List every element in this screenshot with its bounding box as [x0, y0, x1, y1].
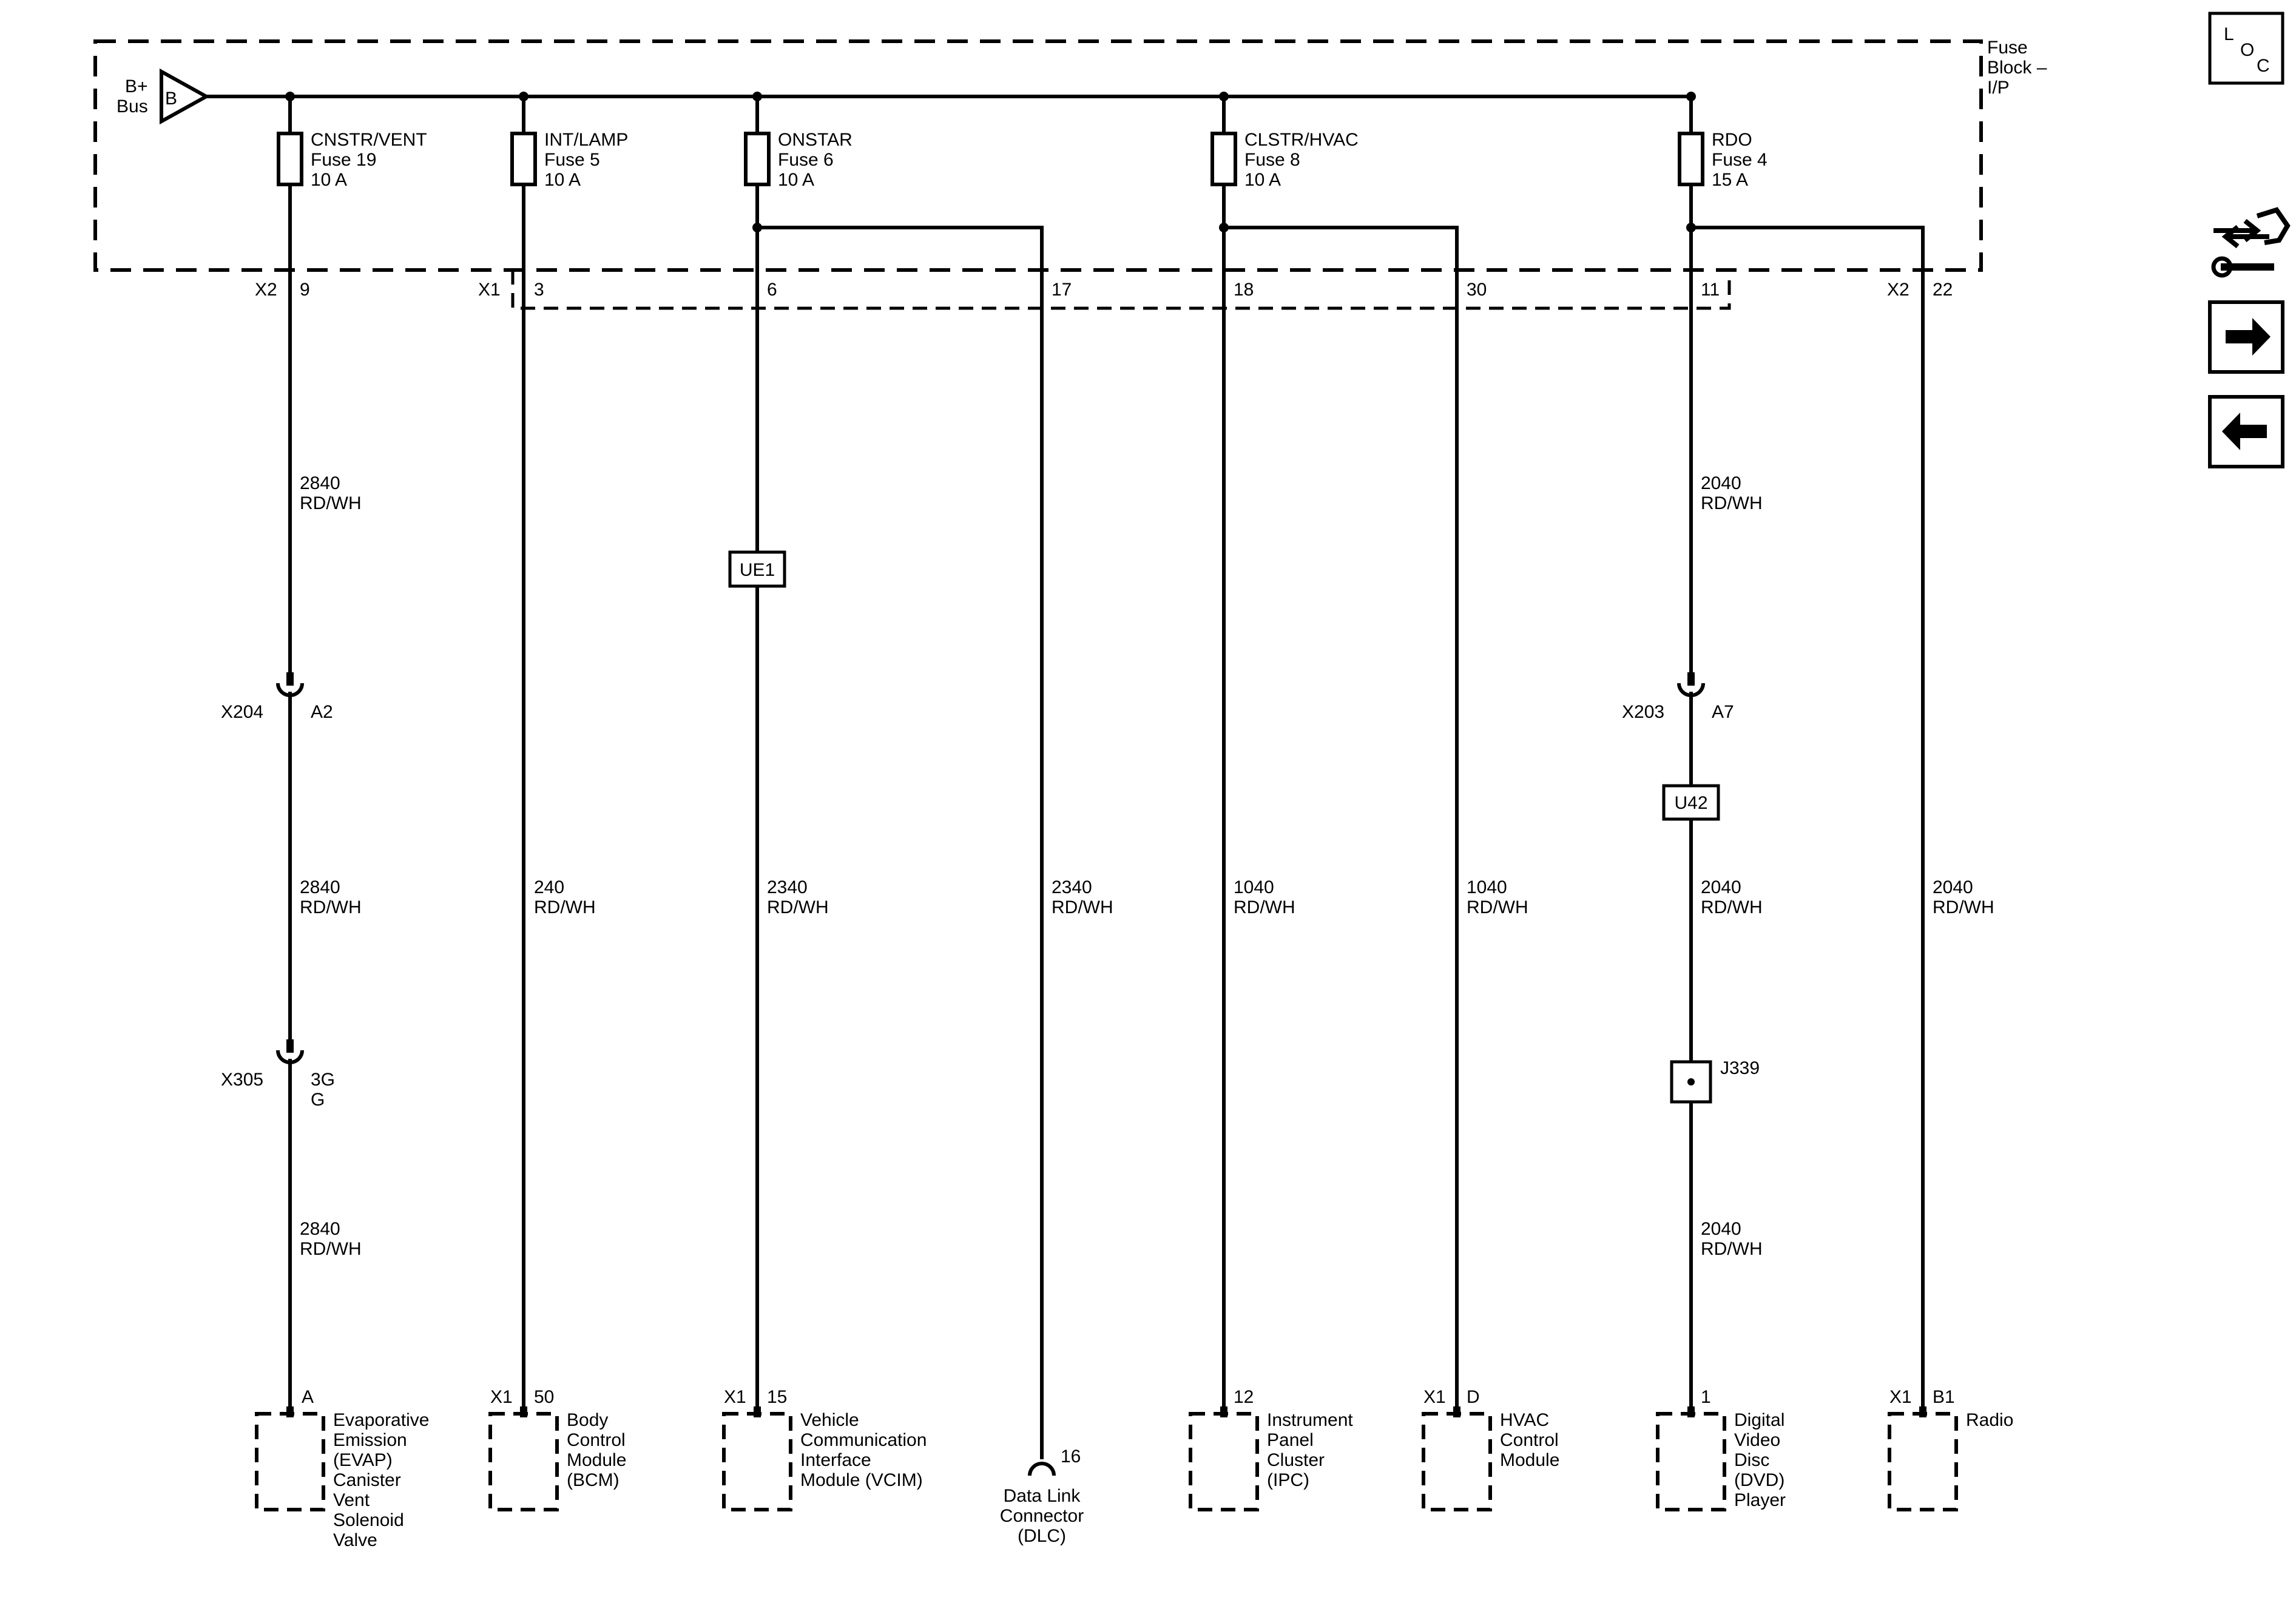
- bottom-pin-16: 16: [1061, 1447, 1081, 1467]
- component-evap-label: [333, 1410, 429, 1550]
- arrow-left-button[interactable]: [2210, 397, 2283, 467]
- connector-male-pin: [1687, 672, 1695, 686]
- inline-connector-pin: A2: [311, 702, 333, 722]
- inline-connector-x204: [221, 672, 333, 722]
- wire-label-color: RD/WH: [1701, 493, 1763, 513]
- fuse-4-symbol: [1680, 133, 1703, 184]
- wire-label-color: RD/WH: [300, 897, 362, 917]
- svg-text:Data Link: Data Link: [1003, 1486, 1081, 1506]
- wire-labels: [300, 473, 1994, 1259]
- component-dvd-box: [1658, 1414, 1724, 1510]
- fuse-8: [1212, 130, 1359, 190]
- wire-label-circuit: 2040: [1701, 473, 1741, 493]
- arrow-right-button[interactable]: [2210, 302, 2283, 372]
- fuse-8-rating: 10 A: [1244, 170, 1281, 190]
- top-pin-22: 22: [1933, 280, 1953, 300]
- bottom-pin-d: D: [1467, 1387, 1480, 1407]
- svg-text:Emission: Emission: [333, 1430, 407, 1450]
- option-box-u42: [1664, 786, 1718, 819]
- bottom-pin-b1: B1: [1933, 1387, 1955, 1407]
- fuse-6-rating: 10 A: [778, 170, 815, 190]
- fuse-4: [1680, 130, 1768, 190]
- component-radio-label: [1966, 1410, 2013, 1430]
- top-pin-6: 6: [767, 280, 777, 300]
- bottom-pin-1: 1: [1701, 1387, 1711, 1407]
- fuse-6: [746, 130, 853, 190]
- fuse-19-name: CNSTR/VENT: [311, 130, 427, 150]
- component-evap-box: [257, 1414, 323, 1510]
- wire-label-circuit: 2840: [300, 473, 340, 493]
- fuse-block-label-3: I/P: [1987, 78, 2010, 98]
- svg-text:Body: Body: [567, 1410, 609, 1430]
- svg-text:Digital: Digital: [1734, 1410, 1785, 1430]
- fuse-block-label-1: Fuse: [1987, 38, 2028, 58]
- bottom-connector-x1: X1: [1423, 1387, 1446, 1407]
- wire-label-circuit: 1040: [1467, 877, 1507, 897]
- bottom-pin-a: A: [302, 1387, 314, 1407]
- svg-text:Vehicle: Vehicle: [800, 1410, 859, 1430]
- svg-text:Control: Control: [1500, 1430, 1559, 1450]
- bottom-pin-15: 15: [767, 1387, 788, 1407]
- wire-label-color: RD/WH: [1933, 897, 1994, 917]
- svg-text:Communication: Communication: [800, 1430, 927, 1450]
- internal-splits: [757, 228, 1923, 1459]
- fuse-8-number: Fuse 8: [1244, 150, 1300, 170]
- component-hvac-label: [1500, 1410, 1559, 1470]
- svg-text:Video: Video: [1734, 1430, 1781, 1450]
- inline-connector-x305: [221, 1039, 335, 1110]
- fuse-5-rating: 10 A: [544, 170, 581, 190]
- inline-connector-name: X203: [1622, 702, 1665, 722]
- svg-text:Player: Player: [1734, 1490, 1786, 1510]
- option-box-label: UE1: [739, 560, 775, 580]
- vertical-wires: [290, 184, 1691, 1411]
- loc-button[interactable]: [2210, 13, 2283, 83]
- wire-label-circuit: 2840: [300, 877, 340, 897]
- svg-text:Module: Module: [1500, 1450, 1560, 1470]
- svg-text:Control: Control: [567, 1430, 626, 1450]
- connector-male-pin: [286, 672, 294, 686]
- bottom-connector-x1: X1: [724, 1387, 746, 1407]
- wire-label-color: RD/WH: [1467, 897, 1528, 917]
- top-connector-x2-right: X2: [1887, 280, 1909, 300]
- wire-label-color: RD/WH: [1701, 897, 1763, 917]
- bottom-connector-x1: X1: [490, 1387, 513, 1407]
- inline-connector-name: X204: [221, 702, 264, 722]
- top-connector-x2-left: X2: [255, 280, 277, 300]
- top-pin-9: 9: [300, 280, 310, 300]
- wire-label-color: RD/WH: [767, 897, 829, 917]
- connector-male-pin: [286, 1039, 294, 1053]
- wire-label-circuit: 2840: [300, 1219, 340, 1239]
- service-tool-icon[interactable]: [2213, 210, 2288, 275]
- component-pin-stubs: [286, 1406, 1926, 1417]
- fuse-6-name: ONSTAR: [778, 130, 853, 150]
- fuse-4-name: RDO: [1712, 130, 1752, 150]
- svg-text:Module: Module: [567, 1450, 627, 1470]
- fuse-19-symbol: [279, 133, 302, 184]
- wire-label-color: RD/WH: [1701, 1239, 1763, 1259]
- component-vcim-box: [724, 1414, 791, 1510]
- wire-label-circuit: 2040: [1701, 1219, 1741, 1239]
- bus-label-2: Bus: [116, 96, 148, 116]
- fuse-4-number: Fuse 4: [1712, 150, 1768, 170]
- fuse-5: [512, 130, 628, 190]
- wire-label-circuit: 2340: [1052, 877, 1092, 897]
- dlc-terminal: [1030, 1463, 1054, 1476]
- top-pin-11: 11: [1701, 280, 1720, 300]
- component-radio-box: [1889, 1414, 1956, 1510]
- inline-connector-pin: 3G: [311, 1070, 336, 1090]
- fuse-block-label-2: Block –: [1987, 58, 2047, 78]
- fuse-19-number: Fuse 19: [311, 150, 377, 170]
- svg-text:(IPC): (IPC): [1267, 1470, 1309, 1490]
- top-pin-17: 17: [1052, 280, 1072, 300]
- splice-label: J339: [1720, 1058, 1760, 1078]
- loc-letter-l: L: [2224, 24, 2234, 44]
- top-pin-18: 18: [1234, 280, 1254, 300]
- fuse-6-symbol: [746, 133, 769, 184]
- svg-text:Panel: Panel: [1267, 1430, 1314, 1450]
- fuse-5-symbol: [512, 133, 535, 184]
- wire-label-color: RD/WH: [1052, 897, 1113, 917]
- wire-label-color: RD/WH: [300, 493, 362, 513]
- bottom-pin-50: 50: [534, 1387, 555, 1407]
- component-dvd-label: [1734, 1410, 1786, 1510]
- wire-label-circuit: 2040: [1701, 877, 1741, 897]
- wire-label-color: RD/WH: [300, 1239, 362, 1259]
- svg-text:HVAC: HVAC: [1500, 1410, 1550, 1430]
- component-vcim-label: [800, 1410, 927, 1490]
- svg-text:Solenoid: Solenoid: [333, 1510, 404, 1530]
- component-dlc-label: [1000, 1486, 1084, 1546]
- bottom-connector-x1: X1: [1889, 1387, 1912, 1407]
- component-ipc-label: [1267, 1410, 1353, 1490]
- bus-symbol: B: [165, 89, 178, 109]
- fuse-8-symbol: [1212, 133, 1235, 184]
- wire-label-circuit: 2040: [1933, 877, 1973, 897]
- inline-connector-pin: G: [311, 1090, 325, 1110]
- component-bcm-box: [490, 1414, 557, 1510]
- splice-j339: [1672, 1058, 1760, 1102]
- top-connector-x1: X1: [478, 280, 501, 300]
- svg-text:Cluster: Cluster: [1267, 1450, 1325, 1470]
- svg-text:Radio: Radio: [1966, 1410, 2014, 1430]
- wire-label-circuit: 1040: [1234, 877, 1274, 897]
- fuse-19-rating: 10 A: [311, 170, 348, 190]
- component-boxes: [257, 1414, 1956, 1510]
- svg-text:(DLC): (DLC): [1018, 1526, 1066, 1546]
- wire-label-circuit: 2340: [767, 877, 808, 897]
- svg-text:Disc: Disc: [1734, 1450, 1770, 1470]
- svg-text:Evaporative: Evaporative: [333, 1410, 430, 1430]
- wire-label-color: RD/WH: [534, 897, 596, 917]
- svg-text:(BCM): (BCM): [567, 1470, 620, 1490]
- svg-text:Interface: Interface: [800, 1450, 871, 1470]
- svg-text:Instrument: Instrument: [1267, 1410, 1353, 1430]
- svg-text:Module (VCIM): Module (VCIM): [800, 1470, 923, 1490]
- inline-connector-pin: A7: [1712, 702, 1734, 722]
- top-pin-labels: [255, 280, 1953, 300]
- fuse-leads: [290, 96, 1691, 133]
- top-pin-3: 3: [534, 280, 544, 300]
- component-bcm-label: [567, 1410, 626, 1490]
- svg-text:Canister: Canister: [333, 1470, 401, 1490]
- loc-letter-o: O: [2240, 40, 2255, 60]
- wire-label-color: RD/WH: [1234, 897, 1295, 917]
- svg-text:(EVAP): (EVAP): [333, 1450, 393, 1470]
- fuse-5-name: INT/LAMP: [544, 130, 629, 150]
- bus-label-1: B+: [125, 76, 148, 96]
- bottom-pin-12: 12: [1234, 1387, 1254, 1407]
- inline-connector-x203: [1622, 672, 1734, 722]
- fuse-5-number: Fuse 5: [544, 150, 600, 170]
- svg-text:Connector: Connector: [999, 1506, 1084, 1526]
- fuse-6-number: Fuse 6: [778, 150, 834, 170]
- svg-text:Vent: Vent: [333, 1490, 370, 1510]
- component-hvac-box: [1423, 1414, 1490, 1510]
- top-pin-30: 30: [1467, 280, 1487, 300]
- fuse-4-rating: 15 A: [1712, 170, 1749, 190]
- svg-text:Valve: Valve: [333, 1530, 377, 1550]
- loc-letter-c: C: [2257, 56, 2270, 76]
- wire-label-circuit: 240: [534, 877, 565, 897]
- option-box-ue1: [730, 552, 785, 586]
- option-box-label: U42: [1674, 793, 1708, 813]
- fuse-19: [279, 130, 427, 190]
- x1-connector-outline: [513, 270, 1729, 308]
- inline-connector-name: X305: [221, 1070, 264, 1090]
- bottom-pin-labels: [302, 1387, 1955, 1467]
- svg-text:(DVD): (DVD): [1734, 1470, 1785, 1490]
- fuse-8-name: CLSTR/HVAC: [1244, 130, 1359, 150]
- component-ipc-box: [1190, 1414, 1257, 1510]
